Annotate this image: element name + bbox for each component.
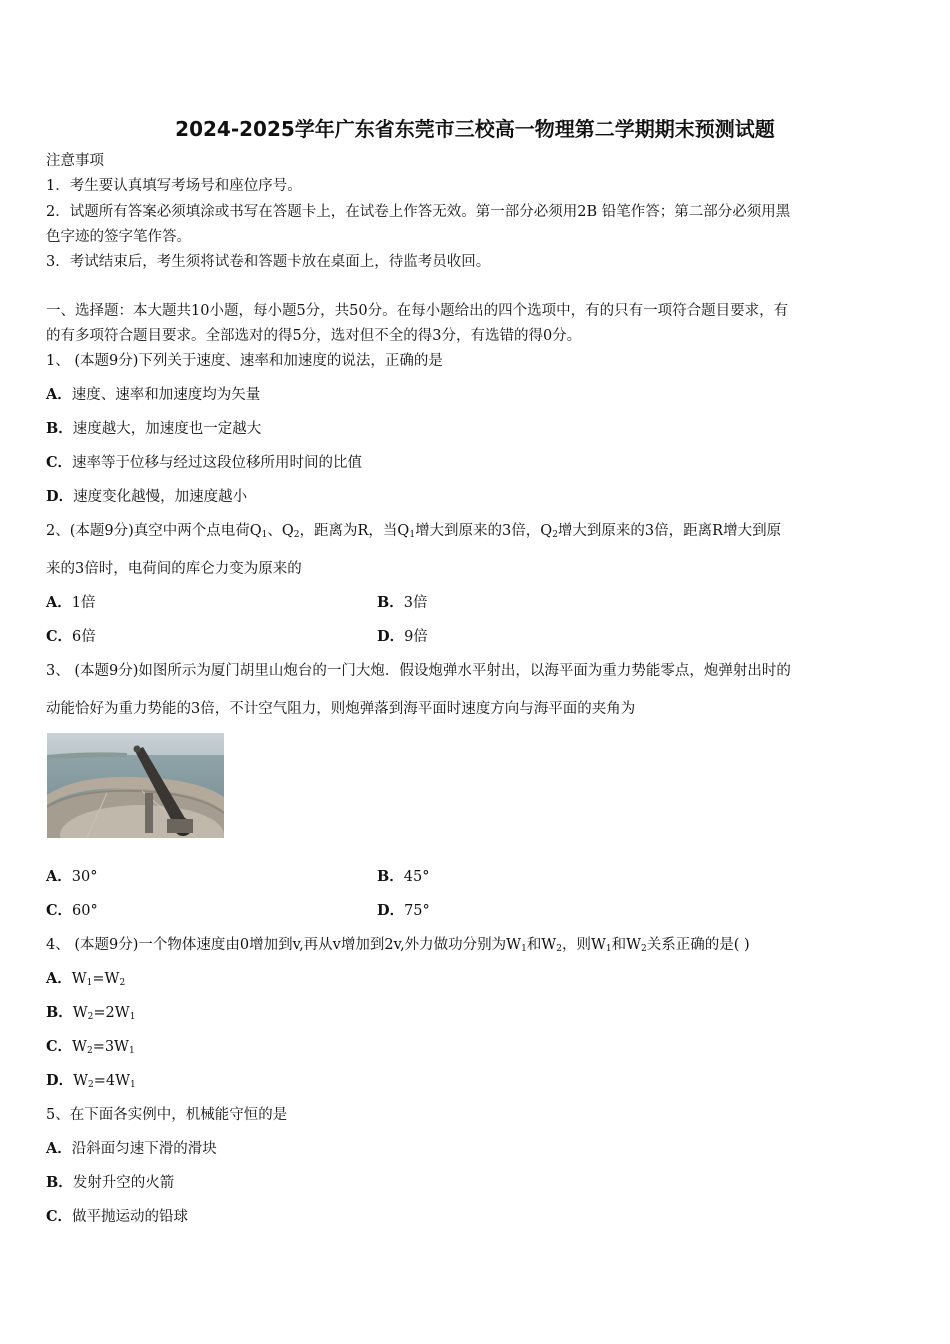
notice-item-2-cont: 色字迹的签字笔作答。 [46, 229, 191, 245]
q2-stem-part: ，距离为R，当Q [299, 523, 410, 539]
option-body: 做平抛运动的铅球 [72, 1209, 189, 1225]
q4-sub: 2 [641, 944, 647, 954]
q3-option-b [377, 867, 429, 887]
q2-sub: 2 [293, 530, 300, 540]
q5-option-a [46, 1139, 217, 1159]
option-letter: D． [46, 1072, 74, 1089]
q4-opt-sub: 2 [87, 1012, 94, 1022]
option-body: W [72, 1039, 87, 1055]
option-letter: A． [46, 1140, 72, 1157]
q4-stem-part: ，则W [561, 937, 606, 953]
section-intro-line2: 的有多项符合题目要求。全部选对的得5分，选对但不全的得3分，有选错的得0分。 [46, 328, 582, 344]
option-body: 速度变化越慢，加速度越小 [73, 489, 248, 505]
option-body: 3倍 [403, 595, 428, 611]
q4-stem [46, 935, 750, 959]
option-letter: B． [377, 594, 404, 611]
notice-item-3: 3．考试结束后，考生须将试卷和答题卡放在桌面上，待监考员收回。 [46, 254, 491, 270]
notice-heading: 注意事项 [46, 153, 104, 169]
q4-opt-text [46, 1005, 88, 1021]
q5-option-b [46, 1173, 174, 1193]
q4-option-a [46, 969, 125, 993]
q4-sub: 1 [605, 944, 612, 954]
q3-stem-line2: 动能恰好为重力势能的3倍，不计空气阻力，则炮弹落到海平面时速度方向与海平面的夹角为 [46, 701, 636, 717]
q4-opt-sub: 2 [119, 978, 126, 988]
q1-stem-text: 1、 (本题9分)下列关于速度、速率和加速度的说法，正确的是 [46, 353, 443, 369]
option-letter: A． [46, 868, 72, 885]
q5-stem: 5、在下面各实例中，机械能守恒的是 [46, 1107, 288, 1123]
q2-option-c [46, 627, 96, 647]
option-body: 速度越大，加速度也一定越大 [72, 421, 262, 437]
option-letter: A． [46, 386, 72, 403]
q1-option-c [46, 453, 362, 473]
option-body: W [73, 1073, 88, 1089]
option-body: 发射升空的火箭 [72, 1175, 175, 1191]
q2-stem-part: 增大到原来的3倍，距离R增大到原 [557, 523, 782, 539]
q4-opt-text [46, 1073, 88, 1089]
q1-option-b [46, 419, 261, 439]
option-body: 45° [403, 869, 430, 885]
q4-opt-sub: 1 [129, 1012, 136, 1022]
q4-stem-part: 和W [526, 937, 557, 953]
q4-option-c [46, 1037, 135, 1061]
option-body: 1倍 [71, 595, 96, 611]
q2-option-a [46, 593, 96, 613]
option-letter: C． [46, 902, 73, 919]
q4-opt-sub: 2 [87, 1080, 94, 1090]
option-body: 速度、速率和加速度均为矢量 [71, 387, 261, 403]
q4-opt-text: =3W [92, 1039, 129, 1055]
q4-stem-part: 4、 (本题9分)一个物体速度由0增加到v,再从v增加到2v,外力做功分别为W [46, 937, 522, 953]
q2-stem-line1 [46, 521, 781, 545]
option-body: 沿斜面匀速下滑的滑块 [71, 1141, 217, 1157]
q4-sub: 1 [521, 944, 527, 954]
q4-opt-text [46, 971, 87, 987]
q4-opt-sub: 1 [130, 1080, 136, 1090]
q3-option-a [46, 867, 97, 887]
q4-opt-text: =4W [93, 1073, 130, 1089]
option-letter: A． [46, 970, 72, 987]
q4-stem-part: 和W [611, 937, 641, 953]
q1-option-a [46, 385, 260, 405]
option-letter: B． [377, 868, 404, 885]
option-body: W [72, 1005, 88, 1021]
option-body: W [71, 971, 87, 987]
q4-option-b [46, 1003, 135, 1027]
option-body: 60° [72, 903, 98, 919]
option-letter: B． [46, 1174, 73, 1191]
option-body: 9倍 [404, 629, 428, 645]
q4-opt-sub: 1 [128, 1046, 135, 1056]
q4-opt-sub: 2 [86, 1046, 93, 1056]
q2-sub: 2 [552, 530, 558, 540]
option-letter: D． [377, 628, 405, 645]
option-letter: B． [46, 1004, 73, 1021]
notice-item-1: 1．考生要认真填写考场号和座位序号。 [46, 178, 302, 194]
q3-option-c [46, 901, 98, 921]
q2-stem-part: 2、(本题9分)真空中两个点电荷Q [46, 523, 262, 539]
q4-opt-sub: 1 [86, 978, 93, 988]
q4-opt-text: =W [92, 971, 120, 987]
q4-opt-text [46, 1039, 87, 1055]
q2-stem-line2: 来的3倍时，电荷间的库仑力变为原来的 [46, 561, 302, 577]
q4-opt-text: =2W [93, 1005, 130, 1021]
option-letter: C． [46, 454, 73, 471]
option-letter: D． [377, 902, 405, 919]
q5-option-c [46, 1207, 188, 1227]
q3-stem-line1: 3、 (本题9分)如图所示为厦门胡里山炮台的一门大炮．假设炮弹水平射出，以海平面为重力势能零点，炮弹射出时的 [46, 663, 791, 679]
option-letter: A． [46, 594, 72, 611]
q4-sub: 2 [556, 944, 562, 954]
q2-sub: 1 [261, 530, 268, 540]
option-letter: D． [46, 488, 74, 505]
q2-option-d [377, 627, 428, 647]
q2-stem-part: 增大到原来的3倍，Q [415, 523, 553, 539]
option-letter: C． [46, 628, 73, 645]
q2-stem-part: 、Q [267, 523, 294, 539]
option-letter: B． [46, 420, 73, 437]
q1-stem [46, 351, 443, 371]
option-body: 30° [71, 869, 98, 885]
page-title: 2024-2025学年广东省东莞市三校高一物理第二学期期末预测试题 [175, 117, 775, 141]
q2-option-b [377, 593, 428, 613]
q4-stem-part: 关系正确的是( ) [646, 937, 750, 953]
option-body: 75° [404, 903, 430, 919]
option-body: 6倍 [72, 629, 96, 645]
q2-sub: 1 [409, 530, 416, 540]
q3-option-d [377, 901, 430, 921]
option-letter: C． [46, 1038, 73, 1055]
option-letter: C． [46, 1208, 73, 1225]
option-body: 速率等于位移与经过这段位移所用时间的比值 [72, 455, 363, 471]
cannon-photo [47, 733, 224, 838]
section-intro-line1: 一、选择题：本大题共10小题，每小题5分，共50分。在每小题给出的四个选项中，有的只有一项符合题目要求，有 [46, 303, 789, 319]
q4-option-d [46, 1071, 136, 1095]
notice-item-2: 2．试题所有答案必须填涂或书写在答题卡上，在试卷上作答无效。第一部分必须用2B 铅笔作答；第二部分必须用黑 [46, 204, 791, 220]
q1-option-d [46, 487, 247, 507]
